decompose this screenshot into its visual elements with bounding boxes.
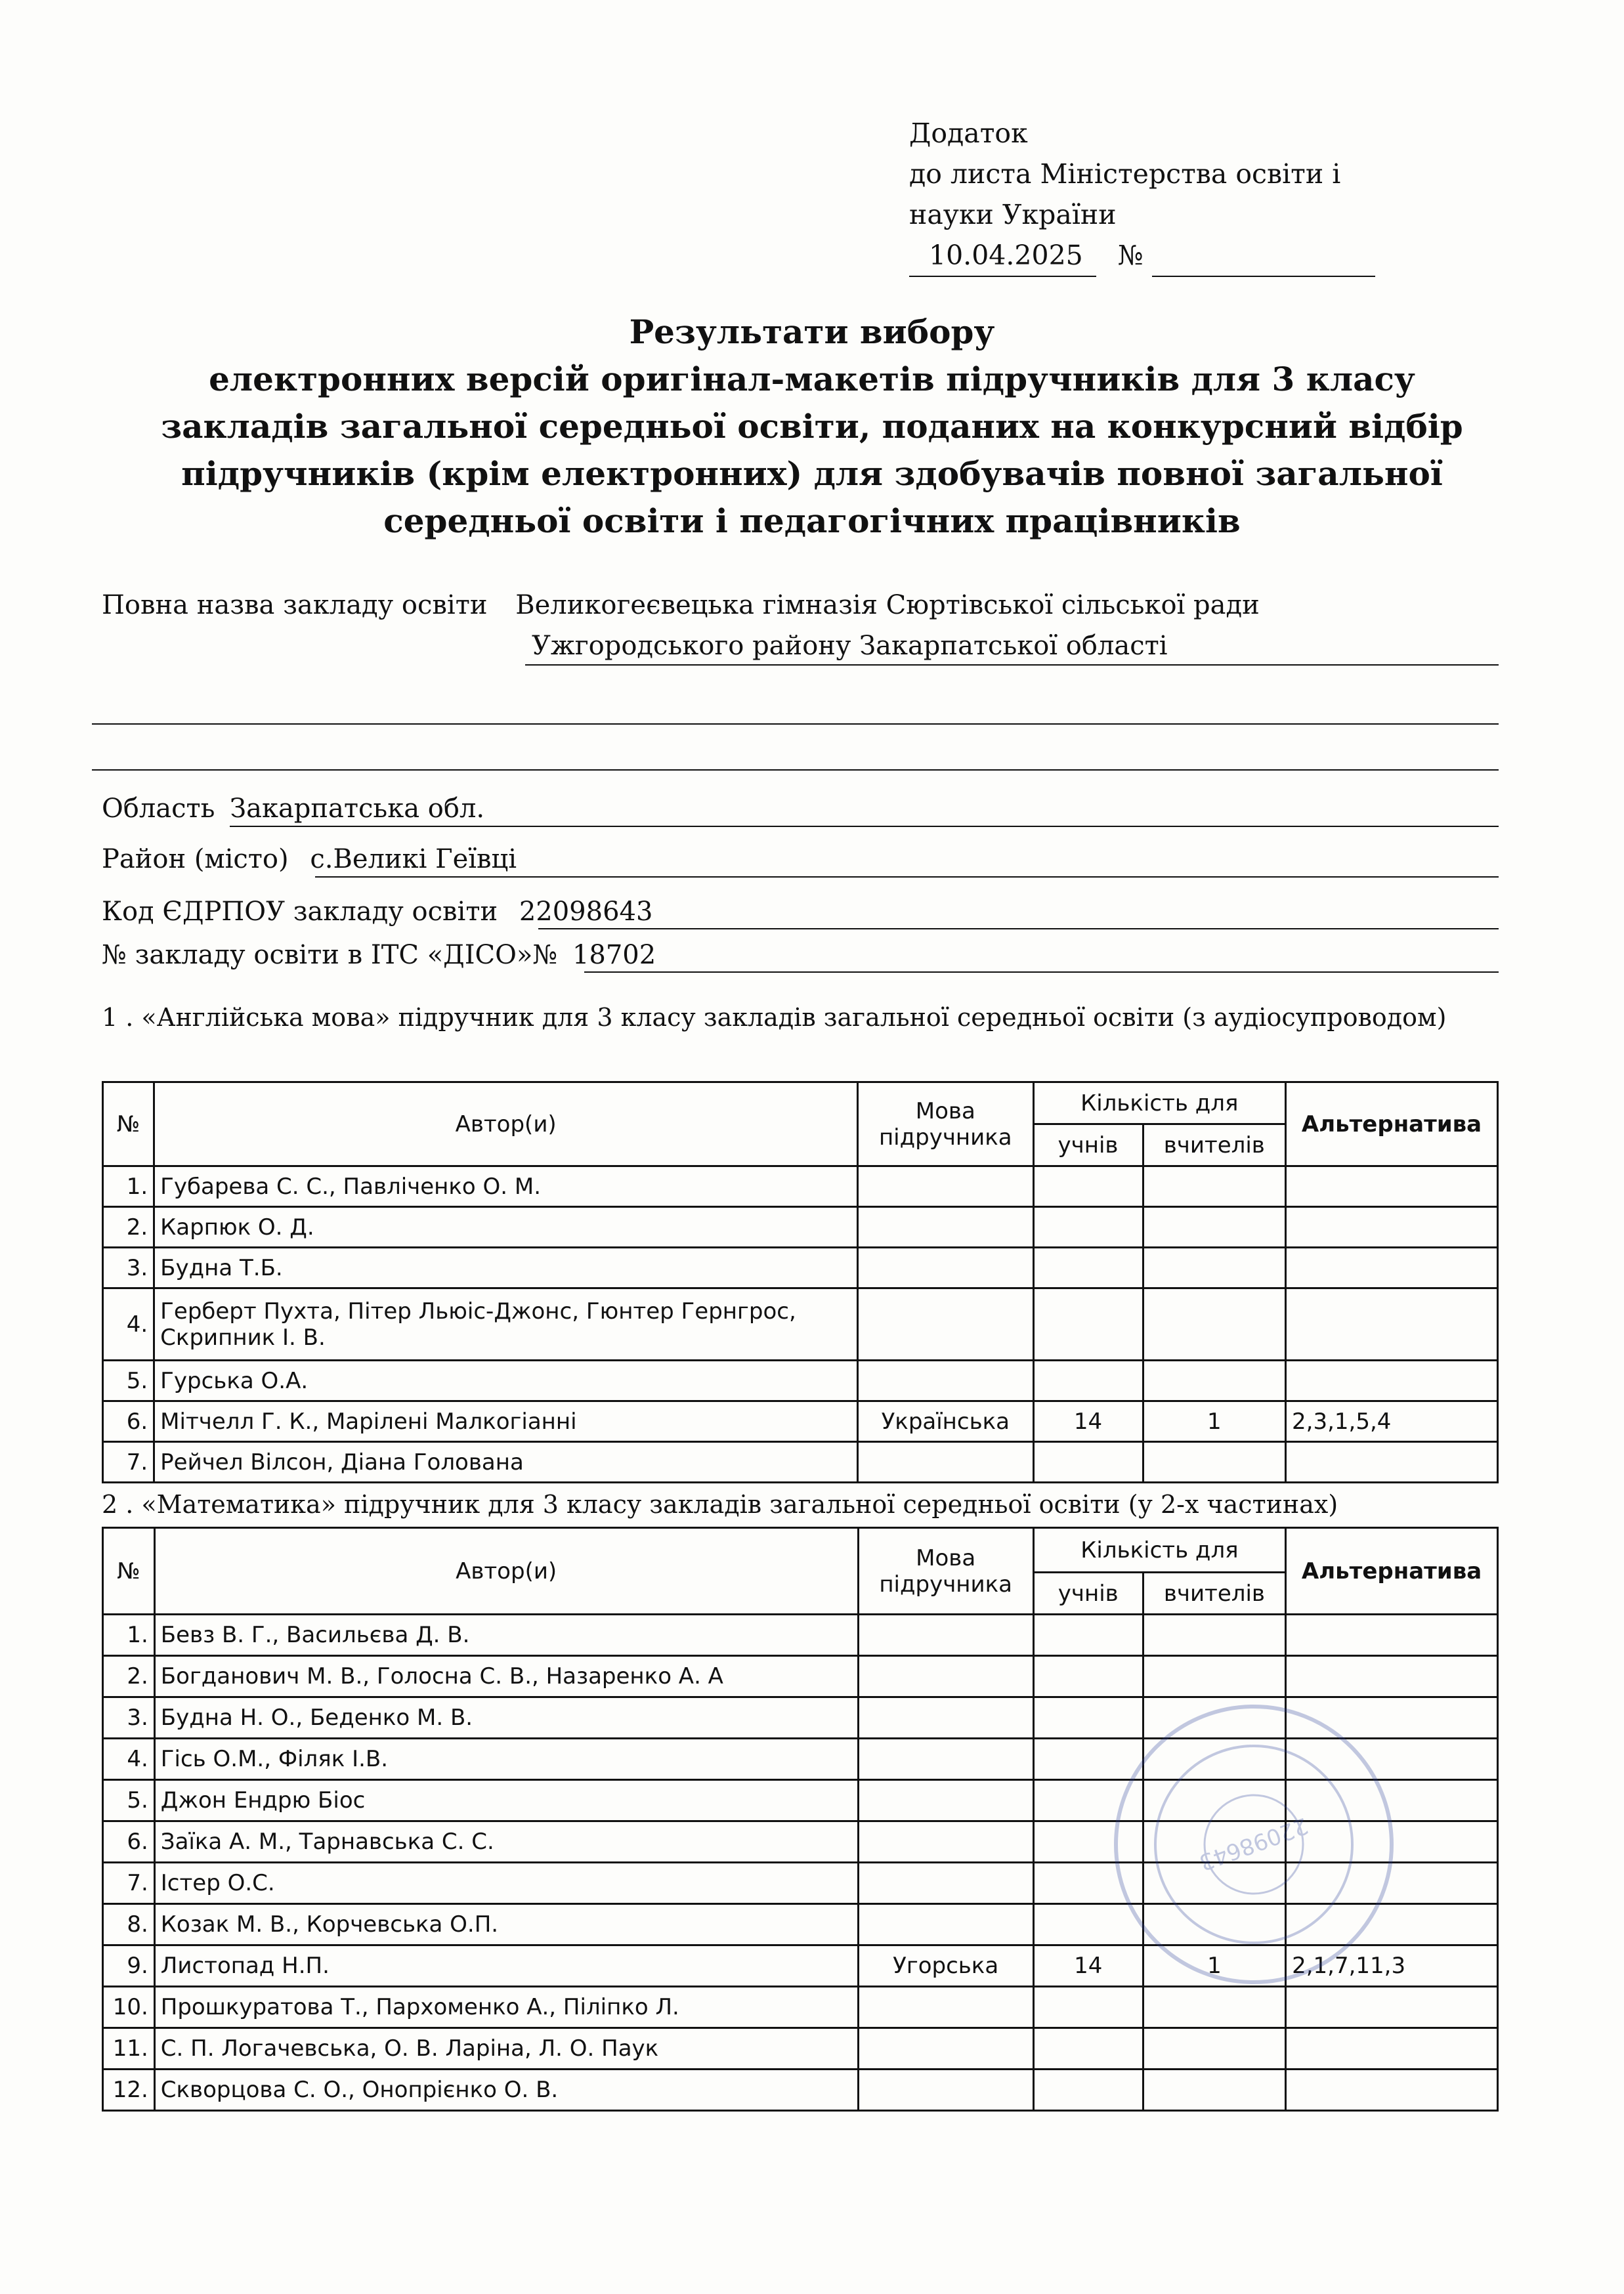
- table-row: [103, 1442, 1498, 1483]
- row-students: [1033, 1361, 1143, 1401]
- row-language: [858, 1821, 1033, 1863]
- row-authors: Губарева С. С., Павліченко О. М.: [154, 1166, 858, 1207]
- underline: [315, 876, 1499, 878]
- row-num: 4.: [103, 1739, 155, 1780]
- row-num: 11.: [103, 2028, 155, 2070]
- district-value: с.Великі Геївці: [310, 844, 517, 874]
- row-teachers: [1143, 1288, 1285, 1361]
- row-alternative: [1286, 2070, 1498, 2111]
- row-language: [858, 1166, 1033, 1207]
- row-language: [858, 1361, 1033, 1401]
- row-num: 9.: [103, 1945, 155, 1987]
- row-students: [1033, 2070, 1143, 2111]
- row-alternative: [1286, 1166, 1498, 1207]
- row-language: [858, 2070, 1033, 2111]
- underline: [230, 826, 1499, 827]
- row-authors: Скворцова С. О., Онопрієнко О. В.: [154, 2070, 858, 2111]
- table-row: [103, 1166, 1498, 1207]
- row-num: 4.: [103, 1288, 154, 1361]
- col-alternative: Альтернатива: [1286, 1082, 1498, 1166]
- region-label: Область: [102, 794, 215, 824]
- row-students: [1033, 1248, 1143, 1288]
- row-num: 7.: [103, 1863, 155, 1904]
- underline: [538, 928, 1499, 929]
- row-alternative: [1286, 1361, 1498, 1401]
- row-teachers: [1143, 2028, 1285, 2070]
- row-num: 5.: [103, 1361, 154, 1401]
- col-language: Мова підручника: [858, 1082, 1033, 1166]
- col-alternative: Альтернатива: [1286, 1528, 1498, 1615]
- row-language: [858, 1780, 1033, 1821]
- blank-line: [92, 769, 1499, 771]
- table-row: [103, 2028, 1498, 2070]
- row-num: 1.: [103, 1615, 155, 1656]
- addendum-line: науки України: [909, 199, 1117, 230]
- row-authors: С. П. Логачевська, О. В. Ларіна, Л. О. Паук: [154, 2028, 858, 2070]
- edrpou-value: 22098643: [519, 897, 653, 927]
- addendum-number-sign: №: [1117, 240, 1143, 271]
- title-line: підручників (крім електронних) для здобувачів повної загальної: [181, 454, 1443, 493]
- row-language: [858, 1863, 1033, 1904]
- col-students: учнів: [1033, 1124, 1143, 1166]
- row-authors: Богданович М. В., Голосна С. В., Назаренко А. А: [154, 1656, 858, 1697]
- row-language: [858, 1656, 1033, 1697]
- row-students: [1033, 1615, 1143, 1656]
- addendum-date: 10.04.2025: [909, 235, 1096, 277]
- row-language: [858, 1739, 1033, 1780]
- row-teachers: [1143, 1361, 1285, 1401]
- col-authors: Автор(и): [154, 1528, 858, 1615]
- addendum-block: [909, 113, 1375, 277]
- table-row: [103, 1288, 1498, 1361]
- underline: [584, 971, 1499, 973]
- row-alternative: [1286, 1442, 1498, 1483]
- row-language: [858, 1207, 1033, 1248]
- row-teachers: [1143, 1442, 1285, 1483]
- row-language: [858, 1987, 1033, 2028]
- row-teachers: [1143, 1248, 1285, 1288]
- district-field: [102, 841, 517, 877]
- region-value: Закарпатська обл.: [230, 794, 485, 824]
- row-authors: Заїка А. М., Тарнавська С. С.: [154, 1821, 858, 1863]
- title-line: середньої освіти і педагогічних працівників: [383, 501, 1241, 540]
- row-num: 10.: [103, 1987, 155, 2028]
- institution-label: Повна назва закладу освіти: [102, 590, 488, 620]
- row-language: [858, 2028, 1033, 2070]
- table-row: [103, 1207, 1498, 1248]
- row-authors: Карпюк О. Д.: [154, 1207, 858, 1248]
- row-alternative: 2,3,1,5,4: [1286, 1401, 1498, 1442]
- addendum-date-row: [909, 235, 1375, 277]
- row-authors: Листопад Н.П.: [154, 1945, 858, 1987]
- row-language: [858, 1288, 1033, 1361]
- edrpou-field: [102, 894, 652, 929]
- col-students: учнів: [1033, 1573, 1143, 1615]
- row-authors: Джон Ендрю Біос: [154, 1780, 858, 1821]
- row-authors: Козак М. В., Корчевська О.П.: [154, 1904, 858, 1945]
- row-students: [1033, 1656, 1143, 1697]
- row-authors: Мітчелл Г. К., Марілені Малкогіанні: [154, 1401, 858, 1442]
- underline: [525, 664, 1499, 666]
- institution-name-line1: Великогеєвецька гімназія Сюртівської сільської ради: [515, 590, 1260, 620]
- row-students: [1033, 1166, 1143, 1207]
- row-num: 5.: [103, 1780, 155, 1821]
- row-alternative: [1286, 1207, 1498, 1248]
- row-authors: Прошкуратова Т., Пархоменко А., Піліпко Л.: [154, 1987, 858, 2028]
- row-students: 14: [1033, 1401, 1143, 1442]
- table-row: [103, 1615, 1498, 1656]
- row-teachers: [1143, 2070, 1285, 2111]
- col-num: №: [103, 1082, 154, 1166]
- row-alternative: [1286, 2028, 1498, 2070]
- blank-line: [92, 723, 1499, 725]
- col-teachers: вчителів: [1143, 1573, 1285, 1615]
- addendum-line: до листа Міністерства освіти і: [909, 158, 1341, 190]
- row-alternative: 2,1,7,11,3: [1286, 1945, 1498, 1987]
- title-line: закладів загальної середньої освіти, поданих на конкурсний відбір: [161, 407, 1463, 446]
- col-num: №: [103, 1528, 155, 1615]
- row-authors: Гісь О.М., Філяк І.В.: [154, 1739, 858, 1780]
- document-title: [0, 308, 1624, 545]
- table-row: [103, 2070, 1498, 2111]
- official-stamp: [1109, 1700, 1398, 1989]
- district-label: Район (місто): [102, 844, 289, 874]
- row-teachers: 1: [1143, 1945, 1285, 1987]
- row-students: [1033, 1207, 1143, 1248]
- section-1-title: 1 . «Англійська мова» підручник для 3 класу закладів загальної середньої освіти (з аудіосупроводом): [102, 1003, 1447, 1032]
- institution-name-line2: Ужгородського району Закарпатської області: [532, 631, 1168, 661]
- row-students: [1033, 2028, 1143, 2070]
- section-2-title: 2 . «Математика» підручник для 3 класу закладів загальної середньої освіти (у 2-х частинах): [102, 1490, 1338, 1519]
- row-num: 2.: [103, 1207, 154, 1248]
- col-language: Мова підручника: [858, 1528, 1033, 1615]
- addendum-line: Додаток: [909, 117, 1028, 149]
- row-authors: Істер О.С.: [154, 1863, 858, 1904]
- table-row: [103, 1248, 1498, 1288]
- table-row: [103, 1361, 1498, 1401]
- row-students: 14: [1033, 1945, 1143, 1987]
- row-num: 3.: [103, 1697, 155, 1739]
- col-quantity: Кількість для: [1033, 1528, 1285, 1573]
- row-authors: Рейчел Вілсон, Діана Голована: [154, 1442, 858, 1483]
- stamp-code: 22098643: [1195, 1812, 1312, 1876]
- row-language: [858, 1615, 1033, 1656]
- row-alternative: [1286, 1987, 1498, 2028]
- row-alternative: [1286, 1656, 1498, 1697]
- row-students: [1033, 1442, 1143, 1483]
- title-line: Результати вибору: [629, 312, 995, 351]
- edrpou-label: Код ЄДРПОУ закладу освіти: [102, 897, 498, 927]
- row-teachers: 1: [1143, 1401, 1285, 1442]
- row-alternative: [1286, 1615, 1498, 1656]
- col-authors: Автор(и): [154, 1082, 858, 1166]
- row-num: 8.: [103, 1904, 155, 1945]
- col-quantity: Кількість для: [1033, 1082, 1286, 1124]
- table-row: [103, 1656, 1498, 1697]
- row-language: Угорська: [858, 1945, 1033, 1987]
- row-num: 6.: [103, 1821, 155, 1863]
- row-num: 12.: [103, 2070, 155, 2111]
- table-row: [103, 1401, 1498, 1442]
- row-students: [1033, 1288, 1143, 1361]
- disco-label: № закладу освіти в ІТС «ДІСО»№: [102, 940, 558, 970]
- row-students: [1033, 1987, 1143, 2028]
- disco-field: [102, 937, 656, 973]
- institution-field-2: [532, 628, 1168, 664]
- row-alternative: [1286, 1288, 1498, 1361]
- col-teachers: вчителів: [1143, 1124, 1285, 1166]
- region-field: [102, 791, 484, 826]
- row-authors: Бевз В. Г., Васильєва Д. В.: [154, 1615, 858, 1656]
- row-language: [858, 1904, 1033, 1945]
- row-teachers: [1143, 1207, 1285, 1248]
- row-language: [858, 1442, 1033, 1483]
- institution-field: [102, 587, 1260, 623]
- row-language: Українська: [858, 1401, 1033, 1442]
- row-teachers: [1143, 1987, 1285, 2028]
- row-num: 1.: [103, 1166, 154, 1207]
- row-num: 6.: [103, 1401, 154, 1442]
- row-num: 7.: [103, 1442, 154, 1483]
- row-num: 2.: [103, 1656, 155, 1697]
- row-teachers: [1143, 1166, 1285, 1207]
- row-num: 3.: [103, 1248, 154, 1288]
- row-authors: Гурська О.А.: [154, 1361, 858, 1401]
- title-line: електронних версій оригінал-макетів підручників для 3 класу: [209, 360, 1415, 398]
- row-teachers: [1143, 1615, 1285, 1656]
- row-authors: Будна Н. О., Беденко М. В.: [154, 1697, 858, 1739]
- disco-value: 18702: [572, 940, 656, 970]
- row-authors: Герберт Пухта, Пітер Льюіс-Джонс, Гюнтер Гернгрос, Скрипник І. В.: [154, 1288, 858, 1361]
- row-alternative: [1286, 1248, 1498, 1288]
- row-teachers: [1143, 1656, 1285, 1697]
- section-1-table: [102, 1081, 1499, 1483]
- row-authors: Будна Т.Б.: [154, 1248, 858, 1288]
- row-language: [858, 1248, 1033, 1288]
- row-language: [858, 1697, 1033, 1739]
- table-row: [103, 1987, 1498, 2028]
- addendum-number-blank: [1152, 235, 1375, 277]
